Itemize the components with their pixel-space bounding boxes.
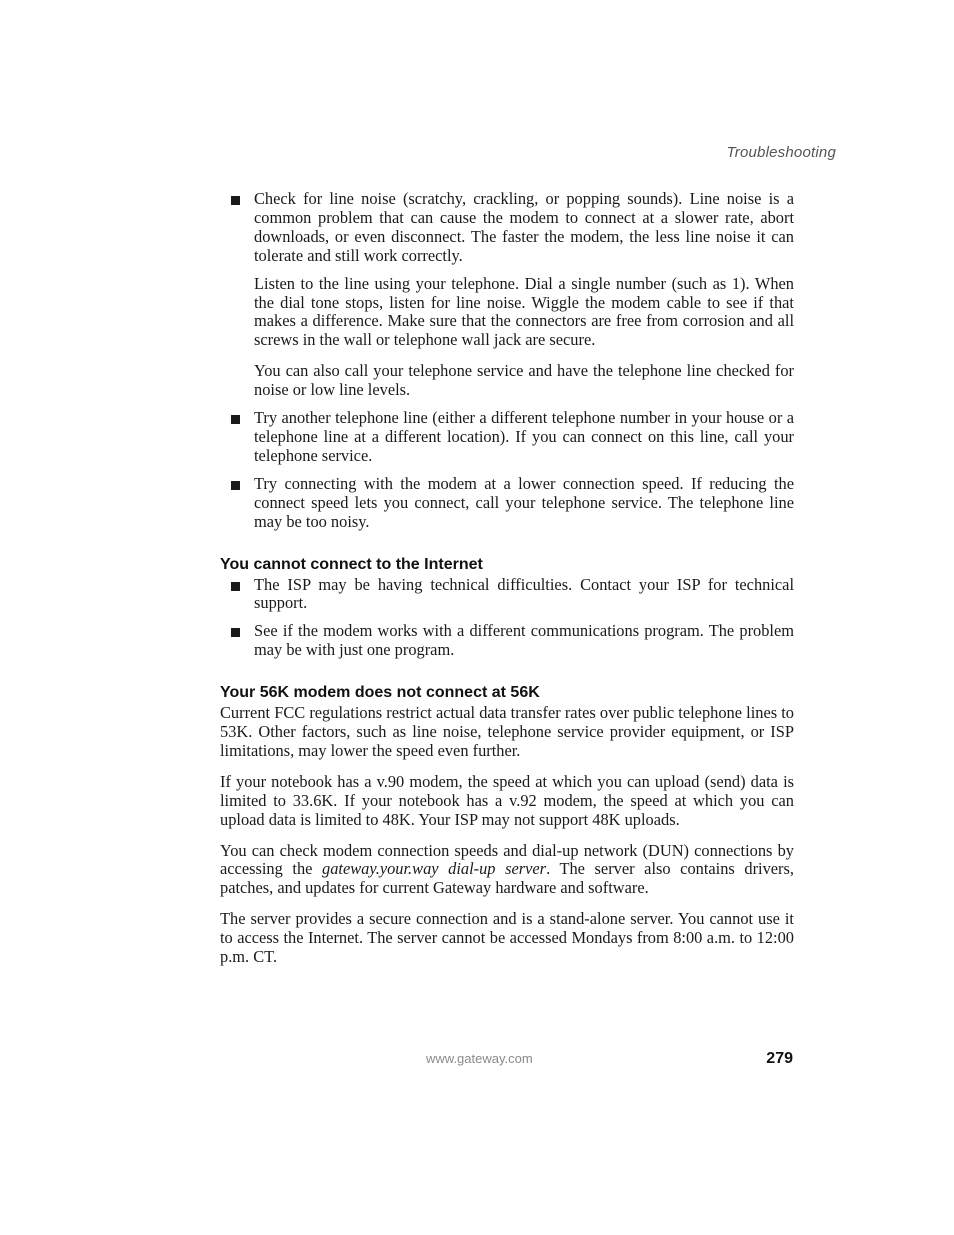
body-paragraph: If your notebook has a v.90 modem, the speed at which you can upload (send) data is limited to 33.6K. If your notebook has a v.92 modem, the speed at which you can upload data is limited to 48K. Your ISP may not support 48K uploads. — [220, 771, 794, 829]
list-item — [220, 622, 794, 660]
section-heading-56k: Your 56K modem does not connect at 56K — [220, 684, 540, 702]
bullet-sub-paragraph: Listen to the line using your telephone. Dial a single number (such as 1). When the dial tone stops, listen for line noise. Wiggle the modem cable to see if that makes a difference. Make sure that the connectors are free from corrosion and all screws in the wall or telephone wall jack are secure. — [254, 273, 794, 350]
bullet-text: The ISP may be having technical difficulties. Contact your ISP for technical support. — [254, 574, 794, 613]
list-item — [220, 409, 794, 466]
section-heading-internet: You cannot connect to the Internet — [220, 555, 483, 573]
list-item — [220, 475, 794, 532]
bullet-text: Check for line noise (scratchy, crackling, or popping sounds). Line noise is a common problem that can cause the modem to connect at a slower rate, abort downloads, or even disconnect. The faster the modem, the less line noise it can tolerate and still work correctly. — [254, 189, 794, 265]
bullet-text: Try another telephone line (either a different telephone number in your house or a telephone line at a different location). If you can connect on this line, call your telephone service. — [254, 408, 794, 465]
square-bullet-icon — [231, 196, 240, 205]
body-paragraph: The server provides a secure connection and is a stand-alone server. You cannot use it to access the Internet. The server cannot be accessed Mondays from 8:00 a.m. to 12:00 p.m. CT. — [220, 909, 794, 967]
list-item — [220, 576, 794, 614]
square-bullet-icon — [231, 628, 240, 637]
bullet-sub-paragraph: You can also call your telephone service and have the telephone line checked for noise or low line levels. — [254, 361, 794, 400]
running-head-title: Troubleshooting — [726, 144, 836, 161]
bullet-text: See if the modem works with a different communications program. The problem may be with just one program. — [254, 621, 794, 660]
square-bullet-icon — [231, 582, 240, 591]
square-bullet-icon — [231, 415, 240, 424]
body-paragraph-dun — [220, 842, 794, 899]
server-name-emphasis: gateway.your.way dial-up server — [322, 859, 547, 879]
line-noise-bullet-list — [220, 190, 794, 532]
internet-bullet-list — [220, 576, 794, 661]
paragraph-text: You can check modem connection speeds and dial-up network (DUN) connections by accessing the — [220, 840, 794, 879]
bullet-text: Try connecting with the modem at a lower connection speed. If reducing the connect speed lets you connect, call your telephone service. The telephone line may be too noisy. — [254, 473, 794, 531]
list-item — [220, 190, 794, 400]
square-bullet-icon — [231, 481, 240, 490]
paragraph-text: . The server also contains drivers, patches, and updates for current Gateway hardware and software. — [220, 859, 794, 898]
page-number: 279 — [766, 1050, 793, 1067]
footer-url: www.gateway.com — [426, 1051, 533, 1066]
page-body — [220, 190, 794, 979]
body-paragraph: Current FCC regulations restrict actual data transfer rates over public telephone lines to 53K. Other factors, such as line noise, telephone service provider equipment, or ISP limitations, may lower the speed even further. — [220, 703, 794, 760]
